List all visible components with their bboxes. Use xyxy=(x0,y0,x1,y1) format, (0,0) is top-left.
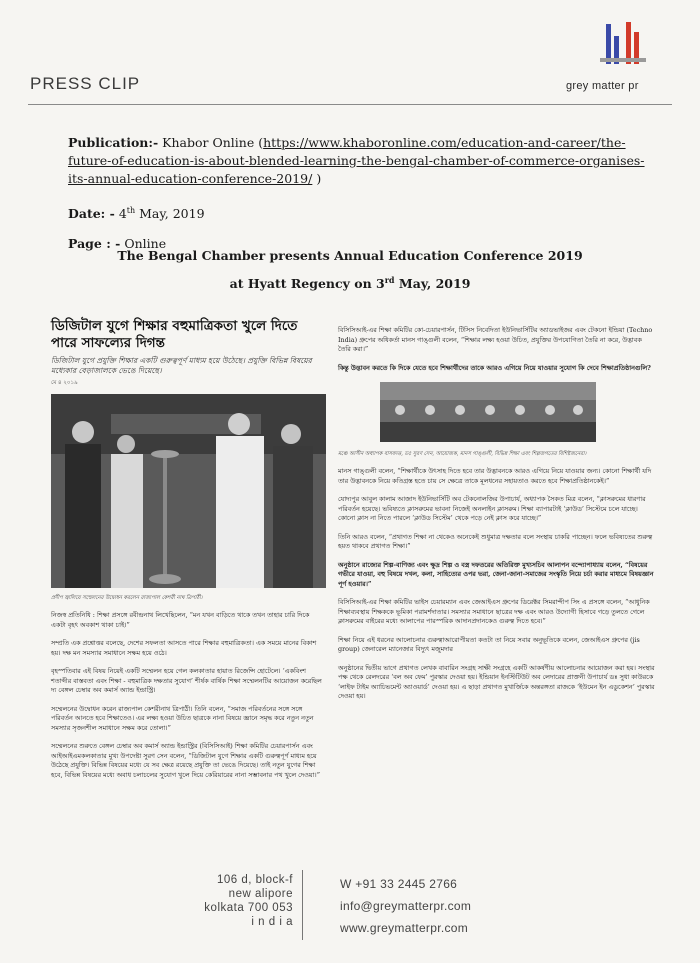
publication-name: Khabor Online xyxy=(162,135,255,150)
page-label: Page : - xyxy=(68,236,121,252)
address-line: 106 d, block-f xyxy=(216,874,293,886)
right-top-paragraph: কিন্তু উদ্ভাবন করতে কি দিকে যেতে হবে শিক্ষার্থীদের তাকে আরও এগিয়ে নিয়ে যাওয়ার সুযোগ কি দেবে শিক্ষাপ্রতিষ্ঠানগুলি? xyxy=(338,363,651,372)
publication-label: Publication:- xyxy=(68,135,159,150)
right-paragraph: অনুষ্ঠানে রাজ্যের শিল্প-বাণিজ্য এবং ক্ষুদ্র শিল্প ও বস্ত্র দফতরের অতিরিক্ত মুখ্যসচিব আলাপন বন্দ্যোপাধ্যায় বলেন, “বিষয়ের গভীরে যাওয়া, বহু বিষয়ে দখল, কলা, সাহিত্যের ওপর ভরা, জেনা-জানা-সমাজের সংস্কৃতি নিয়ে চর্চা করার মাধ্যমে বিষয়জ্ঞান পূর্ণ হওয়ার।” xyxy=(338,560,654,588)
date-row xyxy=(68,202,653,223)
clipping-left-column xyxy=(51,318,326,789)
clipping-headline: ডিজিটাল যুগে শিক্ষার বহুমাত্রিকতা খুলে দিতে পারে সাফল্যের দিগন্ত xyxy=(51,318,298,351)
headline-line2 xyxy=(0,275,700,291)
press-clip-title: PRESS CLIP xyxy=(30,74,141,93)
date-suffix: th xyxy=(126,206,136,215)
header-divider xyxy=(28,104,672,105)
grey-matter-logo-icon xyxy=(590,18,660,68)
left-paragraph: সম্মেলনের শুরুতে বেঙ্গল চেম্বার অব কমার্স অ্যান্ড ইন্ডাস্ট্রির (বিসিসিআই) শিক্ষা কমিটির চেয়ারপার্সন এবং আইআইএমকলকাতার মুখ্য উপদেষ্টা সুরণ সেন বলেন, “ডিজিটাল যুগে শিক্ষার একটি গুরুত্বপূর্ণ মাধ্যম হয়ে উঠেছে প্রযুক্তি। বিভিন্ন বিষয়ের মধ্যে যে সব ক্ষেত্র রয়েছে প্রযুক্তি তা ভেঙে দিয়েছে। তাই নতুন যুগের শিক্ষা হবে, বিভিন্ন বিষয়ের মধ্যে অবাধ চলাচলের সুযোগ খুলে দিয়ে কেরিয়ারের নানা সম্ভাবনার পথ খুলে দেওয়া।” xyxy=(51,742,320,779)
publication-url-open: ( xyxy=(258,135,264,150)
headline-line2-sup: rd xyxy=(384,275,395,285)
right-paragraph: অনুষ্ঠানের দ্বিতীয় ভাগে প্রথাগত লেখক বাবারিন সংগ্রহ সাক্ষী সংগ্রহে একটি আকর্ষণীয় আলোচনার আয়োজন করা হয়। সংস্থার পক্ষ থেকে রেলদরের ‘বল অব ফেম’ পুরস্কার দেওয়া হয়। ইন্ডিয়ান ইনস্টিটিউট অব লেদারের প্রাক্তনী উপাচার্য ডঃ সুধা কাউরকে ‘লাইফ টাইম অ্যাচিভমেন্ট অ্যাওয়ার্ড’ দেওয়া হয়। এ ছাড়া প্রথাগত মুখার্জিকে অন্তরঙ্গতা রাজকে ‘ইউমেন ইন এডুকেশন’ পুরস্কার দেওয়া হয়। xyxy=(338,663,655,700)
headline-line2-post: May, 2019 xyxy=(398,276,471,292)
conference-stage-photo xyxy=(380,382,596,442)
footer-website[interactable]: www.greymatterpr.com xyxy=(340,921,469,935)
publication-row xyxy=(68,134,653,188)
right-paragraph: শিক্ষা নিয়ে এই ধরনের আলোচনার গুরুত্বাআরোপীয়তা কতটা তা নিয়ে সবার অনুভূতিকে বলেন, জেআইএস গ্রুপের (jis group) জেনারেল ম্যানেজার বিদ্যুৎ মজুমদার xyxy=(338,635,640,653)
photo-caption: প্রদীপ জ্বালিয়ে সম্মেলনের উদ্বোধন করলেন রাজ্যপাল কেশরী নাথ ত্রিপাঠী। xyxy=(51,595,203,601)
right-paragraph: তিনি আরও বলেন, “প্রথাগত শিক্ষা না থেকেও অনেকেই শুধুমাত্র দক্ষতার বলে সংস্থায় চাকরি পাচ্ছেন। ফলে ভবিষ্যতের শুরুত্ব হয়ত থাকবে প্রথাগত শিক্ষা।” xyxy=(338,532,653,550)
right-paragraph: যোদ্যপুর আবুল কালাম আজাদ ইউনিভার্সিটি অব টেকনোলজির উপাচার্য, অধ্যাপক সৈকত মিত্র বলেন, “ক্লাসরুমের ধারণার পরিবর্তন হয়েছে। ভবিষ্যতে ক্লাসরুমের ভাবনা নিজেই অনলাইন ক্লাসরুম। শিক্ষা ব্যাপারটাই ‘ক্লাউড’ সিস্টেমে চলে যাচ্ছে। কোনো ক্লাস না নিতে পারলে ‘ক্লাউড সিস্টেম’ থেকে পড়ে নেই ক্লাস করে যাচ্ছে।” xyxy=(338,495,646,522)
left-paragraph: নিজস্ব প্রতিনিধি : শিক্ষা প্রসঙ্গে রবীন্দ্রনাথ লিখেছিলেন, “মন যখন বাড়িতে থাকে তখন তাহার চারি দিকে একটা বৃহৎ অবকাশ থাকা চাই।” xyxy=(51,611,310,629)
address-line: kolkata 700 053 xyxy=(204,902,293,914)
address-line: new alipore xyxy=(228,888,293,900)
left-paragraph: সম্প্রতি এক প্রশ্নোত্তর বলেছে, দেশের সফলতা আসতে পারে শিক্ষার বহুমাত্রিকতা। এক সময়ে মানের বিকাশ হয়। দক্ষ মন সমস্যার সমাধানে সক্ষম হয়ে ওঠে। xyxy=(51,639,317,657)
right-paragraph: বিসিসিআই-এর শিক্ষা কমিটির ভাইস চেয়ারম্যান এবং জেআইএস গ্রুপের ডিরেক্টর সিমরান্দীপ সিং এ প্রসঙ্গে বলেন, “আধুনিক শিক্ষাব্যবস্থায় শিক্ষককে ভূমিকা পরামর্শদাতার। সমস্যার সমাধানে ছাত্রের দক্ষ এবং আরও উদ্যোগী হিসাবে গড়ে তুলতে গেলে ক্লাসরুমের বাইরের মধ্যে আলাপের পারস্পরিক আদানপ্রদানকেও গুরুত্ব দিতে হবে।” xyxy=(338,598,650,625)
lamp-lighting-photo xyxy=(51,394,326,588)
date-day: 4 xyxy=(118,206,127,222)
publication-link[interactable]: https://www.khaboronline.com/education-and-career/the-future-of-education-is-about-blended-learning-the-bengal-chamber-of-commerce-organises-its-annual-education-conference-2019/ xyxy=(68,135,645,186)
clipping-right-column xyxy=(338,326,656,711)
clipping-subhead: ডিজিটাল যুগে প্রযুক্তি শিক্ষার একটি গুরুত্বপূর্ণ মাধ্যম হয়ে উঠেছে। প্রযুক্তি বিভিন্ন বিষয়ের মধ্যেকার বেড়াজালকে ভেঙে দিয়েছে। xyxy=(51,356,312,375)
headline-line2-pre: at Hyatt Regency on 3 xyxy=(229,276,385,292)
page-value: Online xyxy=(124,236,167,252)
footer-contact xyxy=(340,873,471,939)
clip-metadata xyxy=(68,134,653,261)
publication-url-close: ) xyxy=(312,171,322,186)
left-paragraph: বৃহস্পতিবার এই বিষয় নিয়েই একটি সম্মেলন হয়ে গেল কলকাতার হায়াত রিজেন্সি হোটেলে। ‘একবিংশ শতাব্দীর বাস্তবতা এবং শিক্ষা - বহুমাত্রিক দক্ষতার সুযোগ’ শীর্ষক বার্ষিক শিক্ষা সম্মেলনটির আয়োজন করেছিল দ্য বেঙ্গল চেম্বার অব কমার্স অ্যান্ড ইন্ডাস্ট্রি। xyxy=(51,667,322,694)
date-rest: May, 2019 xyxy=(139,206,205,222)
right-top-paragraph: বিসিসিআই-এর শিক্ষা কমিটির কো-চেয়ারপার্সন, টিসিস নিবেদিতা ইউনিভার্সিটির অ্যাডভাইজর এবং টেকনো ইন্ডিয়া (Techno India) গ্রুপের অধিকর্তা মানস গাঙ্গুলী বলেন, “শিক্ষার লক্ষ্য হওয়া উচিত, প্রযুক্তির উপযোগিতা তৈরি না করে, উদ্ভাবক তৈরি করা।” xyxy=(338,326,653,353)
footer-phone: W +91 33 2445 2766 xyxy=(340,877,458,891)
left-paragraph: সম্মেলনের উদ্বোধন করেন রাজ্যপাল কেশরীনাথ ত্রিপাঠী। তিনি বলেন, “সমাজ পরিবর্তনের সঙ্গে সঙ্গে পরিবর্তন আনতে হবে শিক্ষাতেও। এর লক্ষ্য হওয়া উচিত ছাত্রকে নানা বিষয়ে জ্ঞানে সমৃদ্ধ করে নতুন নতুন সমস্যার সৃজনশীল সমাধানে সক্ষম করে তোলা।” xyxy=(51,704,314,732)
footer-email[interactable]: info@greymatterpr.com xyxy=(340,899,472,913)
address-line: i n d i a xyxy=(251,916,293,928)
clipping-dateline: মে ৪ ২০১৯ xyxy=(51,380,78,386)
date-label: Date: - xyxy=(68,206,115,222)
footer-divider xyxy=(302,870,303,940)
footer-address xyxy=(185,873,293,929)
stage-photo-caption: মঞ্চে আসীন অধ্যাপক বাসবদত্ত, ডঃ সুরণ সেন, আয়োজক, মানস গাঙ্গুলী, বিভিন্ন শিক্ষা এবং শিল্পজগতের বিশিষ্টজনেরা। xyxy=(338,451,587,457)
brand-name: grey matter pr xyxy=(566,80,639,92)
headline-line1: The Bengal Chamber presents Annual Education Conference 2019 xyxy=(117,248,583,263)
right-paragraph: মানস গাঙ্গুলী বলেন, “শিক্ষার্থীকে উৎসাহ দিতে হবে তার উদ্ভাবনকে আরও এগিয়ে নিয়ে যাওয়ার জন্য। কোনো শিক্ষার্থী যদি তার উদ্ভাবনকে নিয়ে কতিগ্রস্ত হতে চায় সে ক্ষেত্রে তাকে মূলধনের সহায়তাও করতে হবে শিক্ষাপ্রতিষ্ঠানকেই।” xyxy=(338,467,652,485)
